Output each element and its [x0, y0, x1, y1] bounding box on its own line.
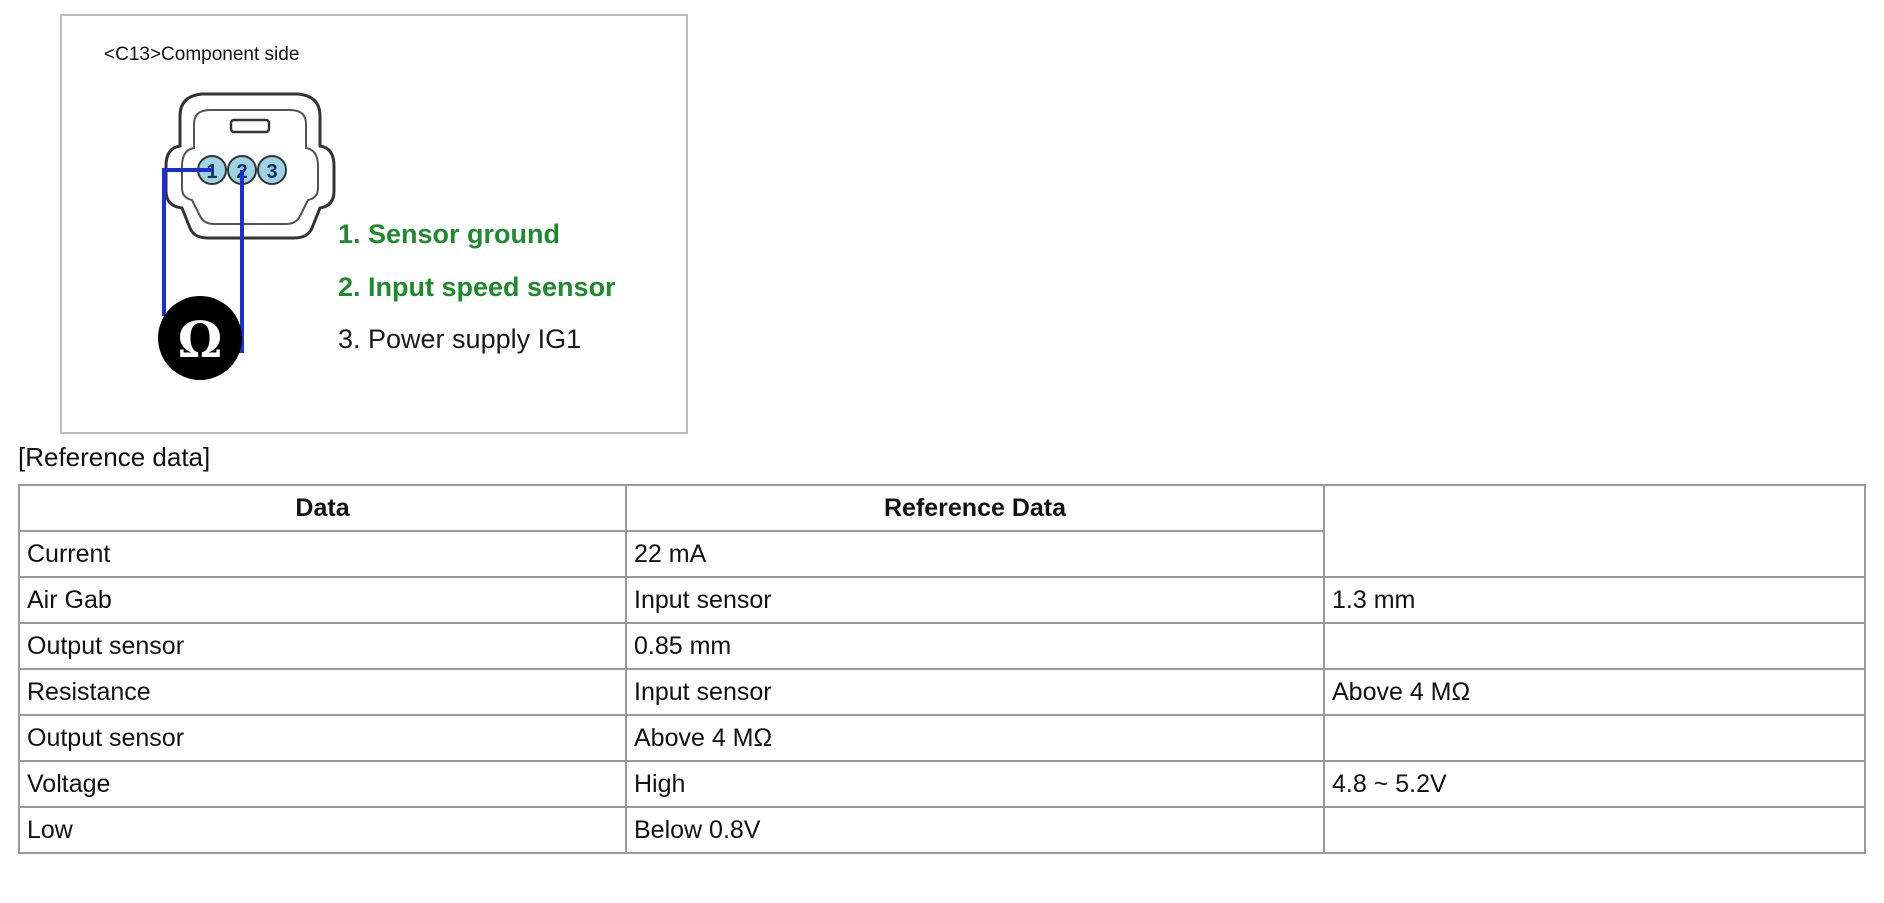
pin-3-label: 3: [266, 161, 278, 183]
table-header-row: [19, 485, 1865, 531]
ohm-symbol: Ω: [177, 310, 223, 369]
table-row: [19, 577, 1865, 623]
table-row: [19, 761, 1865, 807]
table-cell: Resistance: [19, 669, 626, 715]
table-cell: High: [626, 761, 1324, 807]
connector-diagram: [60, 14, 688, 434]
table-cell: 4.8 ~ 5.2V: [1324, 761, 1865, 807]
table-cell: Input sensor: [626, 577, 1324, 623]
pin-2-label: 2: [236, 161, 248, 183]
table-cell: Output sensor: [19, 623, 626, 669]
pin-legend-3: 3. Power supply IG1: [338, 324, 582, 354]
pin-legend-2: 2. Input speed sensor: [338, 272, 616, 302]
table-row: [19, 807, 1865, 853]
table-cell: Current: [19, 531, 626, 577]
table-cell: Voltage: [19, 761, 626, 807]
diagram-title: <C13>Component side: [104, 44, 300, 65]
table-cell: Air Gab: [19, 577, 626, 623]
table-cell: Below 0.8V: [626, 807, 1324, 853]
pin-legend-1: 1. Sensor ground: [338, 219, 561, 249]
table-cell: 22 mA: [626, 531, 1324, 577]
table-cell: 1.3 mm: [1324, 577, 1865, 623]
reference-data-table: [18, 484, 1866, 854]
table-row: [19, 623, 1865, 669]
section-label: [Reference data]: [18, 442, 211, 472]
table-cell: Above 4 MΩ: [1324, 669, 1865, 715]
table-cell: [1324, 807, 1865, 853]
header-reference-data: Reference Data: [626, 485, 1324, 531]
connector-latch: [231, 120, 269, 132]
table-cell: Above 4 MΩ: [626, 715, 1324, 761]
table-cell: [1324, 623, 1865, 669]
table-cell: 0.85 mm: [626, 623, 1324, 669]
table-cell: Input sensor: [626, 669, 1324, 715]
pin-1-label: 1: [206, 161, 218, 183]
table-row: [19, 715, 1865, 761]
table-cell: Output sensor: [19, 715, 626, 761]
header-data: Data: [19, 485, 626, 531]
table-cell: Low: [19, 807, 626, 853]
table-cell: [1324, 715, 1865, 761]
table-row: [19, 669, 1865, 715]
table-cell-empty: [1324, 485, 1865, 577]
